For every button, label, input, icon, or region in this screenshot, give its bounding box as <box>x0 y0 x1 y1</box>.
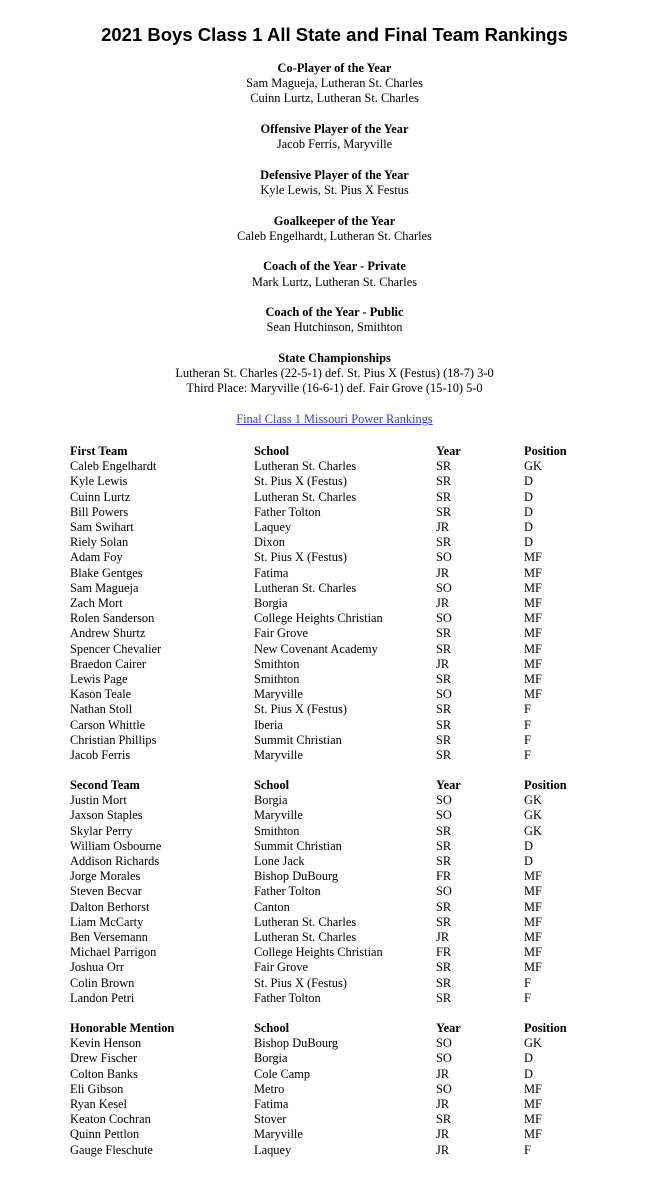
player-year: SR <box>436 626 452 641</box>
player-position: D <box>524 854 533 869</box>
award-recipient: Sean Hutchinson, Smithton <box>266 320 403 335</box>
player-name: Keaton Cochran <box>70 1112 151 1127</box>
table-row <box>70 566 594 581</box>
player-school: Fair Grove <box>254 626 309 641</box>
player-name: Jorge Morales <box>70 869 141 884</box>
player-school: Iberia <box>254 717 283 732</box>
player-school: Lutheran St. Charles <box>254 489 357 504</box>
player-year: JR <box>436 1142 450 1157</box>
player-position: GK <box>524 459 542 474</box>
column-header-year: Year <box>436 444 461 458</box>
player-school: Father Tolton <box>254 990 321 1005</box>
table-row <box>70 581 594 596</box>
table-row <box>70 718 594 733</box>
award-heading: Coach of the Year - Public <box>265 305 404 320</box>
award-heading: Co-Player of the Year <box>277 61 392 75</box>
player-school: Laquey <box>254 1142 292 1157</box>
table-row <box>70 672 594 687</box>
player-position: MF <box>524 930 542 945</box>
player-school: Fair Grove <box>254 960 309 975</box>
player-year: SR <box>436 702 452 717</box>
table-row <box>70 474 594 489</box>
player-name: Addison Richards <box>70 854 160 869</box>
player-name: Jaxson Staples <box>70 808 143 823</box>
award-offensive-player <box>0 122 669 152</box>
player-year: SO <box>436 687 452 702</box>
table-row <box>70 793 594 808</box>
player-position: D <box>524 474 533 489</box>
player-school: Lone Jack <box>254 854 305 869</box>
player-year: SO <box>436 611 452 626</box>
player-name: Liam McCarty <box>70 914 144 929</box>
column-header-year: Year <box>436 1021 461 1035</box>
column-header-name: Second Team <box>70 778 140 792</box>
player-position: F <box>524 702 531 717</box>
player-year: JR <box>436 1127 450 1142</box>
player-position: MF <box>524 960 542 975</box>
player-year: SR <box>436 748 452 763</box>
table-row <box>70 1082 594 1097</box>
page-title: 2021 Boys Class 1 All State and Final Team Rankings <box>101 24 568 45</box>
table-row <box>70 1112 594 1127</box>
player-name: Colin Brown <box>70 975 135 990</box>
player-name: Eli Gibson <box>70 1081 124 1096</box>
player-name: Ryan Kesel <box>70 1097 127 1112</box>
table-row <box>70 1051 594 1066</box>
player-name: Rolen Sanderson <box>70 611 155 626</box>
player-year: SR <box>436 914 452 929</box>
player-school: Summit Christian <box>254 732 342 747</box>
player-school: Fatima <box>254 565 289 580</box>
table-row <box>70 869 594 884</box>
table-row <box>70 459 594 474</box>
player-year: SR <box>436 717 452 732</box>
column-header-position: Position <box>524 1021 567 1035</box>
award-recipient: Jacob Ferris, Maryville <box>276 137 393 152</box>
player-school: Smithton <box>254 672 300 687</box>
player-position: D <box>524 489 533 504</box>
table-row <box>70 748 594 763</box>
player-school: Laquey <box>254 520 292 535</box>
player-school: Summit Christian <box>254 838 342 853</box>
player-year: SR <box>436 854 452 869</box>
player-name: Andrew Shurtz <box>70 626 146 641</box>
player-position: MF <box>524 656 542 671</box>
player-year: FR <box>436 945 452 960</box>
player-school: Smithton <box>254 823 300 838</box>
player-position: MF <box>524 884 542 899</box>
player-year: SR <box>436 504 452 519</box>
table-row <box>70 976 594 991</box>
table-row <box>70 854 594 869</box>
player-school: Maryville <box>254 687 303 702</box>
player-position: MF <box>524 1097 542 1112</box>
player-name: Christian Phillips <box>70 732 157 747</box>
player-name: Ben Versemann <box>70 930 148 945</box>
player-name: William Osbourne <box>70 838 162 853</box>
player-school: Cole Camp <box>254 1066 311 1081</box>
table-row <box>70 1097 594 1112</box>
state-championships <box>0 351 669 397</box>
player-year: SO <box>436 1036 452 1051</box>
player-position: MF <box>524 550 542 565</box>
player-year: JR <box>436 596 450 611</box>
player-position: D <box>524 504 533 519</box>
player-year: SR <box>436 459 452 474</box>
column-header-name: First Team <box>70 444 128 458</box>
player-position: D <box>524 838 533 853</box>
player-position: MF <box>524 1081 542 1096</box>
table-row <box>70 900 594 915</box>
player-school: Lutheran St. Charles <box>254 914 357 929</box>
player-year: SO <box>436 1081 452 1096</box>
player-name: Sam Swihart <box>70 520 134 535</box>
player-year: SR <box>436 960 452 975</box>
player-year: JR <box>436 520 450 535</box>
championship-result: Lutheran St. Charles (22-5-1) def. St. Pius X (Festus) (18-7) 3-0 <box>175 366 494 381</box>
award-heading: Offensive Player of the Year <box>260 122 409 136</box>
table-row <box>70 1036 594 1051</box>
award-recipient: Sam Magueja, Lutheran St. Charles <box>246 76 423 91</box>
player-position: MF <box>524 672 542 687</box>
first-team-table <box>70 444 594 763</box>
player-name: Steven Becvar <box>70 884 142 899</box>
player-position: F <box>524 748 531 763</box>
player-year: SR <box>436 823 452 838</box>
player-position: MF <box>524 641 542 656</box>
player-school: Lutheran St. Charles <box>254 459 357 474</box>
player-name: Colton Banks <box>70 1066 138 1081</box>
player-school: Fatima <box>254 1097 289 1112</box>
player-year: JR <box>436 930 450 945</box>
table-row <box>70 657 594 672</box>
player-position: MF <box>524 899 542 914</box>
player-position: MF <box>524 1112 542 1127</box>
table-row <box>70 550 594 565</box>
player-name: Cuinn Lurtz <box>70 489 131 504</box>
player-name: Skylar Perry <box>70 823 133 838</box>
player-name: Blake Gentges <box>70 565 143 580</box>
player-name: Michael Parrigon <box>70 945 157 960</box>
player-name: Carson Whittle <box>70 717 146 732</box>
player-name: Justin Mort <box>70 793 127 808</box>
player-name: Joshua Orr <box>70 960 125 975</box>
award-heading: Coach of the Year - Private <box>263 259 406 274</box>
player-name: Bill Powers <box>70 504 129 519</box>
player-year: SR <box>436 732 452 747</box>
player-position: MF <box>524 687 542 702</box>
table-header-row <box>70 778 594 793</box>
player-position: D <box>524 1051 533 1066</box>
table-header-row <box>70 444 594 459</box>
player-name: Nathan Stoll <box>70 702 133 717</box>
table-row <box>70 733 594 748</box>
player-year: SO <box>436 1051 452 1066</box>
player-school: Borgia <box>254 1051 288 1066</box>
award-recipient: Kyle Lewis, St. Pius X Festus <box>260 183 409 197</box>
player-name: Kevin Henson <box>70 1036 142 1051</box>
award-heading: Goalkeeper of the Year <box>273 213 396 228</box>
player-school: Borgia <box>254 793 288 808</box>
player-name: Braedon Cairer <box>70 656 147 671</box>
power-rankings-link[interactable]: Final Class 1 Missouri Power Rankings <box>236 411 433 426</box>
award-coach-private <box>0 259 669 289</box>
table-row <box>70 884 594 899</box>
honorable-mention-table <box>70 1021 594 1158</box>
table-row <box>70 960 594 975</box>
player-year: SR <box>436 535 452 550</box>
table-row <box>70 915 594 930</box>
table-row <box>70 596 594 611</box>
award-co-player <box>0 61 669 107</box>
player-year: JR <box>436 565 450 580</box>
award-heading: Defensive Player of the Year <box>260 167 409 182</box>
player-name: Quinn Pettlon <box>70 1127 140 1142</box>
player-year: SR <box>436 990 452 1005</box>
awards-section <box>0 61 669 427</box>
award-defensive-player <box>0 168 669 198</box>
player-school: Metro <box>254 1081 285 1096</box>
player-school: Bishop DuBourg <box>254 869 339 884</box>
player-year: SR <box>436 899 452 914</box>
player-position: F <box>524 975 531 990</box>
player-position: MF <box>524 869 542 884</box>
player-year: SR <box>436 474 452 489</box>
table-row <box>70 611 594 626</box>
player-school: College Heights Christian <box>254 611 383 626</box>
player-school: Stover <box>254 1112 287 1127</box>
player-position: F <box>524 717 531 732</box>
column-header-school: School <box>254 444 290 458</box>
player-school: Father Tolton <box>254 884 321 899</box>
player-position: GK <box>524 793 542 808</box>
player-position: D <box>524 535 533 550</box>
player-name: Kyle Lewis <box>70 474 128 489</box>
second-team-table <box>70 778 594 1006</box>
player-year: JR <box>436 1097 450 1112</box>
player-position: MF <box>524 914 542 929</box>
table-row <box>70 702 594 717</box>
player-year: SR <box>436 838 452 853</box>
player-name: Landon Petri <box>70 990 135 1005</box>
player-position: D <box>524 520 533 535</box>
player-school: New Covenant Academy <box>254 641 378 656</box>
column-header-name: Honorable Mention <box>70 1021 175 1035</box>
player-year: SR <box>436 641 452 656</box>
player-name: Jacob Ferris <box>70 748 131 763</box>
table-row <box>70 824 594 839</box>
table-row <box>70 626 594 641</box>
table-row <box>70 505 594 520</box>
player-name: Dalton Berhorst <box>70 899 150 914</box>
award-recipient: Caleb Engelhardt, Lutheran St. Charles <box>237 228 432 243</box>
player-year: SR <box>436 1112 452 1127</box>
player-school: Maryville <box>254 808 303 823</box>
player-name: Adam Foy <box>70 550 123 565</box>
player-school: Lutheran St. Charles <box>254 580 357 595</box>
player-position: GK <box>524 1036 542 1051</box>
player-year: SO <box>436 884 452 899</box>
player-year: SR <box>436 975 452 990</box>
player-position: F <box>524 1142 531 1157</box>
player-school: Father Tolton <box>254 504 321 519</box>
player-year: SO <box>436 808 452 823</box>
player-position: MF <box>524 611 542 626</box>
player-school: Borgia <box>254 596 288 611</box>
table-row <box>70 808 594 823</box>
player-name: Spencer Chevalier <box>70 641 162 656</box>
player-position: MF <box>524 596 542 611</box>
player-year: JR <box>436 1066 450 1081</box>
table-row <box>70 535 594 550</box>
player-position: GK <box>524 823 542 838</box>
player-school: Smithton <box>254 656 300 671</box>
table-row <box>70 991 594 1006</box>
player-school: St. Pius X (Festus) <box>254 975 347 990</box>
third-place-result: Third Place: Maryville (16-6-1) def. Fair Grove (15-10) 5-0 <box>186 381 483 396</box>
player-school: Maryville <box>254 748 303 763</box>
column-header-position: Position <box>524 444 567 458</box>
column-header-school: School <box>254 778 290 792</box>
player-school: Canton <box>254 899 290 914</box>
player-position: D <box>524 1066 533 1081</box>
award-recipient: Mark Lurtz, Lutheran St. Charles <box>251 274 418 289</box>
player-position: MF <box>524 945 542 960</box>
player-position: MF <box>524 580 542 595</box>
table-row <box>70 490 594 505</box>
player-school: Bishop DuBourg <box>254 1036 339 1051</box>
player-year: SO <box>436 580 452 595</box>
player-name: Caleb Engelhardt <box>70 459 157 474</box>
player-name: Drew Fischer <box>70 1051 138 1066</box>
award-goalkeeper <box>0 214 669 244</box>
player-school: St. Pius X (Festus) <box>254 702 347 717</box>
player-year: SR <box>436 672 452 687</box>
player-name: Zach Mort <box>70 596 123 611</box>
column-header-school: School <box>254 1021 290 1035</box>
player-position: MF <box>524 626 542 641</box>
player-school: St. Pius X (Festus) <box>254 550 347 565</box>
player-name: Gauge Fleschute <box>70 1142 153 1157</box>
player-name: Kason Teale <box>70 687 132 702</box>
player-position: GK <box>524 808 542 823</box>
table-row <box>70 1143 594 1158</box>
table-row <box>70 930 594 945</box>
player-year: SO <box>436 550 452 565</box>
player-year: FR <box>436 869 452 884</box>
player-position: F <box>524 732 531 747</box>
table-header-row <box>70 1021 594 1036</box>
column-header-position: Position <box>524 778 567 792</box>
column-header-year: Year <box>436 778 461 792</box>
player-school: Dixon <box>254 535 285 550</box>
table-row <box>70 1127 594 1142</box>
player-name: Lewis Page <box>70 672 128 687</box>
award-coach-public <box>0 305 669 335</box>
table-row <box>70 687 594 702</box>
player-year: SO <box>436 793 452 808</box>
table-row <box>70 642 594 657</box>
player-year: JR <box>436 656 450 671</box>
award-recipient: Cuinn Lurtz, Lutheran St. Charles <box>250 91 419 106</box>
player-school: Maryville <box>254 1127 303 1142</box>
table-row <box>70 1067 594 1082</box>
player-position: MF <box>524 565 542 580</box>
table-row <box>70 945 594 960</box>
player-school: Lutheran St. Charles <box>254 930 357 945</box>
player-school: College Heights Christian <box>254 945 383 960</box>
player-school: St. Pius X (Festus) <box>254 474 347 489</box>
player-name: Riely Solan <box>70 535 129 550</box>
player-position: F <box>524 990 531 1005</box>
award-heading: State Championships <box>278 350 391 365</box>
player-year: SR <box>436 489 452 504</box>
player-name: Sam Magueja <box>70 580 139 595</box>
player-position: MF <box>524 1127 542 1142</box>
table-row <box>70 839 594 854</box>
table-row <box>70 520 594 535</box>
